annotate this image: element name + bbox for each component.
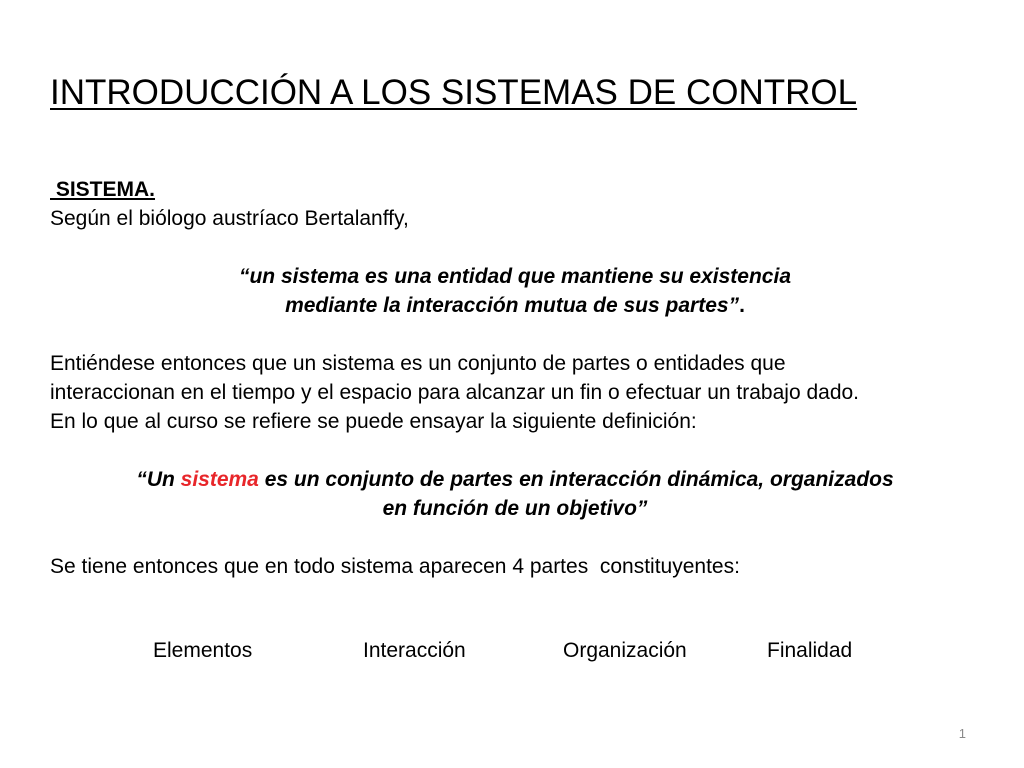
spacer — [50, 436, 980, 465]
slide-title: INTRODUCCIÓN A LOS SISTEMAS DE CONTROL — [50, 73, 858, 112]
part-interaccion: Interacción — [363, 639, 466, 662]
definition-suffix: es un conjunto de partes en interacción dinámica, organizados — [258, 468, 894, 491]
definition-highlight-sistema: sistema — [180, 468, 259, 491]
definition-line-2: en función de un objetivo” — [382, 497, 648, 520]
quote-bertalanffy-line-1: “un sistema es una entidad que mantiene su existencia — [238, 265, 791, 288]
parts-intro: Se tiene entonces que en todo sistema aparecen 4 partes constituyentes: — [50, 555, 740, 578]
section-heading: SISTEMA. — [50, 178, 156, 201]
spacer — [50, 523, 980, 552]
quote-bertalanffy-line-2-text: mediante la interacción mutua de sus partes” — [285, 294, 740, 317]
part-finalidad: Finalidad — [767, 639, 853, 662]
part-elementos: Elementos — [153, 639, 253, 662]
definition-line-1 — [50, 465, 980, 494]
slide-body — [50, 175, 980, 581]
spacer — [50, 233, 980, 262]
intro-text: Según el biólogo austríaco Bertalanffy, — [50, 207, 409, 230]
paragraph-line-2: interaccionan en el tiempo y el espacio para alcanzar un fin o efectuar un trabajo dado. — [50, 381, 860, 404]
page-number: 1 — [958, 726, 966, 741]
quote-bertalanffy-period: . — [739, 294, 745, 317]
paragraph-line-1: Entiéndese entonces que un sistema es un conjunto de partes o entidades que — [50, 352, 786, 375]
paragraph-line-3: En lo que al curso se refiere se puede ensayar la siguiente definición: — [50, 410, 697, 433]
definition-prefix: “Un — [136, 468, 181, 491]
quote-bertalanffy-line-2 — [50, 291, 980, 320]
spacer — [50, 320, 980, 349]
part-organizacion: Organización — [563, 639, 687, 662]
